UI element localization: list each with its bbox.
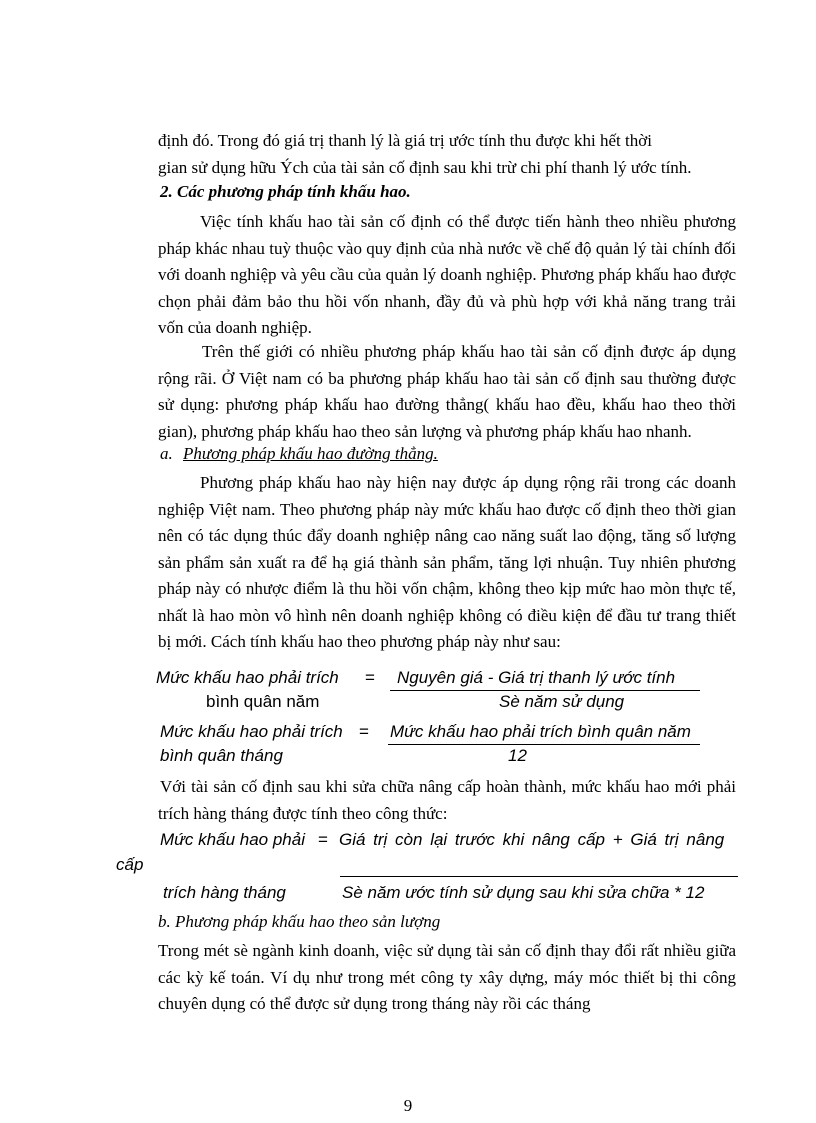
subsection-a (160, 444, 438, 464)
formula3-numerator: Giá trị còn lại trước khi nâng cấp + Giá trị nâng (339, 830, 725, 849)
paragraph-methods-intro: Việc tính khấu hao tài sản cố định có thể được tiến hành theo nhiều phương pháp khác nhau tuỳ thuộc vào quy định của nhà nước về chế độ quản lý tài chính đối với doanh nghiệp và yêu cầu của quản lý doanh nghiệp. Phương pháp khấu hao được chọn phải đảm bảo thu hồi vốn nhanh, đầy đủ và phù hợp với khả năng trang trải vốn của doanh nghiệp. (158, 212, 736, 337)
formula1-denominator: Sè năm sử dụng (499, 692, 625, 711)
paragraph-upgrade: Với tài sản cố định sau khi sửa chữa nâng cấp hoàn thành, mức khấu hao mới phải trích hàng tháng được tính theo công thức: (158, 777, 736, 823)
formula2-numerator: Mức khấu hao phải trích bình quân năm (390, 722, 691, 741)
paragraph-straight-line: Phương pháp khấu hao này hiện nay được áp dụng rộng rãi trong các doanh nghiệp Việt nam. Theo phương pháp này mức khấu hao được cố định theo thời gian nên có tác dụng thúc đẩy doanh nghiệp nâng cao năng suất lao động, tăng số lượng sản phẩm sản xuất ra để hạ giá thành sản phẩm, tăng lợi nhuận. Tuy nhiên phương pháp này có nhược điểm là thu hồi vốn chậm, không theo kịp mức hao mòn thực tế, nhất là hao mòn vô hình nên doanh nghiệp không có điều kiện để đầu tư trang thiết bị mới. Cách tính khấu hao theo phương pháp này như sau: (158, 473, 736, 651)
formula2-equals: = (359, 722, 369, 741)
formula3-denominator: Sè năm ước tính sử dụng sau khi sửa chữa * 12 (342, 883, 705, 902)
paragraph-continuation-line1: định đó. Trong đó giá trị thanh lý là giá trị ước tính thu được khi hết thời (158, 131, 652, 150)
subsection-b: b. Phương pháp khấu hao theo sản lượng (158, 912, 441, 931)
formula3-fraction-bar (340, 876, 738, 877)
formula3-numerator-cont: cấp (116, 855, 144, 874)
subsection-a-title: Phương pháp khấu hao đường thẳng. (183, 444, 438, 463)
formula1-left-line2: bình quân năm (206, 692, 320, 711)
formula1-fraction-bar (390, 690, 700, 691)
paragraph-production-method: Trong mét sè ngành kinh doanh, việc sử dụng tài sản cố định thay đổi rất nhiều giữa các kỳ kế toán. Ví dụ như trong mét công ty xây dựng, máy móc thiết bị thi công chuyên dụng có thể được sử dụng trong tháng này rồi các tháng (158, 941, 736, 1013)
formula2-fraction-bar (388, 744, 700, 745)
formula1-left-line1: Mức khấu hao phải trích (156, 668, 339, 687)
paragraph-methods-overview: Trên thế giới có nhiều phương pháp khấu hao tài sản cố định được áp dụng rộng rãi. Ở Việt nam có ba phương pháp khấu hao tài sản cố định sau thường được sử dụng: phương pháp khấu hao đường thẳng( khấu hao đều, khấu hao theo thời gian), phương pháp khấu hao theo sản lượng và phương pháp khấu hao nhanh. (158, 342, 736, 441)
subsection-a-letter: a. (160, 444, 173, 463)
formula1-equals: = (365, 668, 375, 687)
formula2-left-line1: Mức khấu hao phải trích (160, 722, 343, 741)
formula3-left-line1: Mức khấu hao phải (160, 830, 305, 849)
formula3-left-line2: trích hàng tháng (163, 883, 286, 902)
section-heading: 2. Các phương pháp tính khấu hao. (160, 182, 411, 201)
formula3-equals: = (318, 830, 328, 849)
page-number: 9 (403, 1096, 413, 1115)
formula1-numerator: Nguyên giá - Giá trị thanh lý ước tính (397, 668, 676, 687)
formula2-denominator: 12 (508, 746, 527, 765)
formula2-left-line2: bình quân tháng (160, 746, 283, 765)
paragraph-continuation-line2: gian sử dụng hữu Ých của tài sản cố định sau khi trừ chi phí thanh lý ước tính. (158, 158, 692, 177)
